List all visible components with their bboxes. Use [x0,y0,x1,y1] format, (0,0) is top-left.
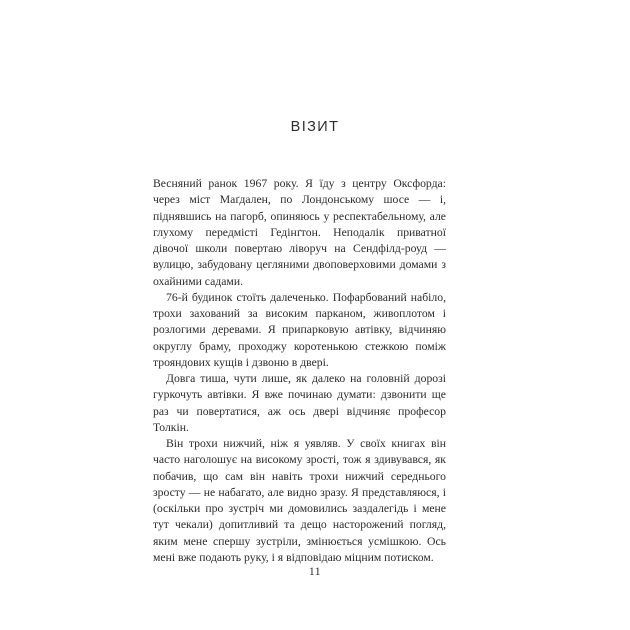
paragraph-1: Весняний ранок 1967 року. Я їду з центру Оксфорда: через міст Маґдален, по Лондонському шосе — і, піднявшись на пагорб, опиняюсь у респектабельному, але глухому передмісті Гедінґтон. Неподалік приватної дівочої школи повертаю ліворуч на Сендфілд-роуд — вулицю, забудовану цегляними двоповерховими домами з охайними садами. [153,177,446,288]
chapter-title: ВІЗИТ [290,119,340,135]
paragraph-2: 76-й будинок стоїть далеченько. Пофарбований набіло, трохи захований за високим парканом, живоплотом і розлогими деревами. Я припарковую автівку, відчиняю округлу браму, проходжу коротенькою стежкою поміж трояндових кущів і дзвоню в двері. [153,290,446,369]
page-number: 11 [308,565,322,578]
paragraph-4: Він трохи нижчий, ніж я уявляв. У своїх книгах він часто наголошує на високому зрості, тож я здивувався, як побачив, що сам він навіть трохи нижчий середнього зросту — не набагато, але видно зразу. Я представляюся, і (оскільки про зустріч ми домовились заздалегідь і мене тут чекали) допитливий та дещо насторожений погляд, яким мене спершу зустріли, змінюється усмішкою. Ось мені вже подають руку, і я відповідаю міцним потиском. [153,437,446,564]
body-text-block [153,176,446,566]
paragraph-3: Довга тиша, чути лише, як далеко на головній дорозі гуркочуть автівки. Я вже починаю думати: дзвонити ще раз чи повертатися, аж ось двері відчиняє професор Толкін. [153,372,446,434]
